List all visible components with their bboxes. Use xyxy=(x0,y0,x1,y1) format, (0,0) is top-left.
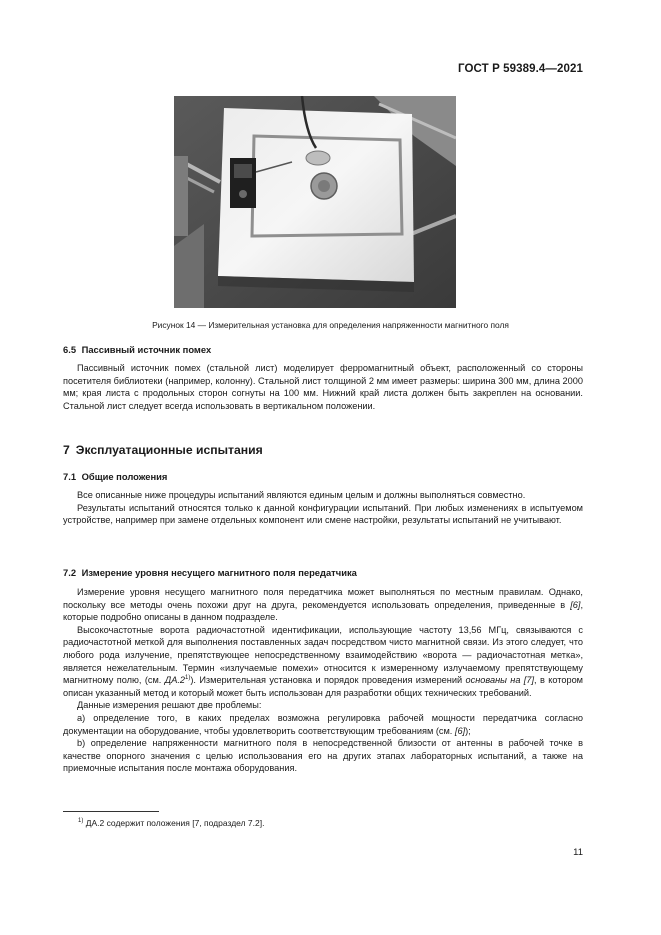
text-run: a) определение того, в каких пределах возможна регулировка рабочей мощности передатчика согласно документации на оборудование, чтобы удовлетворить соответствующим требованиям (см. xyxy=(63,712,583,736)
section-title: Измерение уровня несущего магнитного поля передатчика xyxy=(81,567,357,578)
paragraph xyxy=(63,586,583,624)
list-item xyxy=(63,712,583,737)
reference: [6] xyxy=(570,599,581,610)
paragraph: Пассивный источник помех (стальной лист) моделирует ферромагнитный объект, расположенный со стороны посетителя библиотеки (например, колонну). Стальной лист толщиной 2 мм имеет размеры: ширина 300 мм, длина 2000 мм; края листа с продольных сторон согнуты на 100 мм. Нижний край листа должен быть закреплен на основании. Стальной лист следует всегда использовать в вертикальном положении. xyxy=(63,363,583,411)
section-number: 7.1 xyxy=(63,471,77,482)
chapter-title: Эксплуатационные испытания xyxy=(75,443,263,457)
footnote xyxy=(78,818,264,828)
footnote-separator xyxy=(63,811,159,812)
italic-text: основаны на [7] xyxy=(465,675,535,686)
reference: ДА.2 xyxy=(164,675,185,686)
section-title: Общие положения xyxy=(81,471,168,482)
text-run: Измерение уровня несущего магнитного поля передатчика может выполняться по местным правилам. Однако, поскольку все методы очень похожи друг на друга, рекомендуется использовать определения, приведенные в xyxy=(63,587,583,610)
document-code: ГОСТ Р 59389.4—2021 xyxy=(458,63,583,75)
footnote-text: ДА.2 содержит положения [7, подраздел 7.2]. xyxy=(83,818,265,828)
measurement-setup-photo xyxy=(174,96,456,308)
paragraph xyxy=(63,624,583,700)
section-7-1-heading xyxy=(63,471,167,482)
text-run: Высокочастотные ворота радиочастотной идентификации, использующие частоту 13,56 МГц, связываются с радиочастотной меткой для выполнения поставленных задач посредством чисто магнитной связи. Из этого следует, что любого рода излучение, препятствующее непосредственному взаимодействию «ворота — радиочастотная метка», является нежелательным. Термин «излучаемые помехи» относится к измеренному излучаемому препятствующему магнитному полю, (см. xyxy=(63,624,583,686)
section-6-5-heading xyxy=(63,344,211,355)
reference: [6] xyxy=(454,725,466,736)
footnote-marker: 1) xyxy=(78,818,84,825)
paragraph: Результаты испытаний относятся только к данной конфигурации испытаний. При любых изменениях в испытуемом устройстве, например при замене отдельных компонент или смене настройки, результаты испытаний не учитывают. xyxy=(63,502,583,526)
section-7-1-body xyxy=(63,489,583,527)
text-run: ); xyxy=(465,725,471,736)
photo-illustration xyxy=(174,96,456,308)
section-number: 6.5 xyxy=(63,344,77,355)
section-number: 7.2 xyxy=(63,567,77,578)
section-title: Пассивный источник помех xyxy=(81,344,212,355)
text-run: ). Измерительная установка и порядок проведения измерений xyxy=(190,675,466,686)
paragraph: Все описанные ниже процедуры испытаний являются единым целым и должны выполняться совместно. xyxy=(77,490,526,500)
chapter-number: 7 xyxy=(63,443,70,457)
text-run: , которые подробно описаны в данном подразделе. xyxy=(63,599,583,623)
paragraph: Данные измерения решают две проблемы: xyxy=(77,700,262,711)
page-number: 11 xyxy=(573,847,583,858)
section-7-2-heading xyxy=(63,567,357,578)
section-7-2-body xyxy=(63,586,583,775)
list-item: b) определение напряженности магнитного поля в непосредственной близости от антенны в рабочей точке в качестве опорного значения с целью использования его на других этапах лабораторных испытаний, а также на приемочные испытания после монтажа оборудования. xyxy=(63,738,583,774)
chapter-7-heading xyxy=(63,443,263,457)
footnote-marker: 1) xyxy=(184,675,191,682)
figure-caption: Рисунок 14 — Измерительная установка для определения напряженности магнитного поля xyxy=(152,320,509,330)
section-6-5-body xyxy=(63,362,583,412)
text-run: , в котором описан указанный метод и который может быть использован для разработки общих технических требований. xyxy=(63,675,583,698)
